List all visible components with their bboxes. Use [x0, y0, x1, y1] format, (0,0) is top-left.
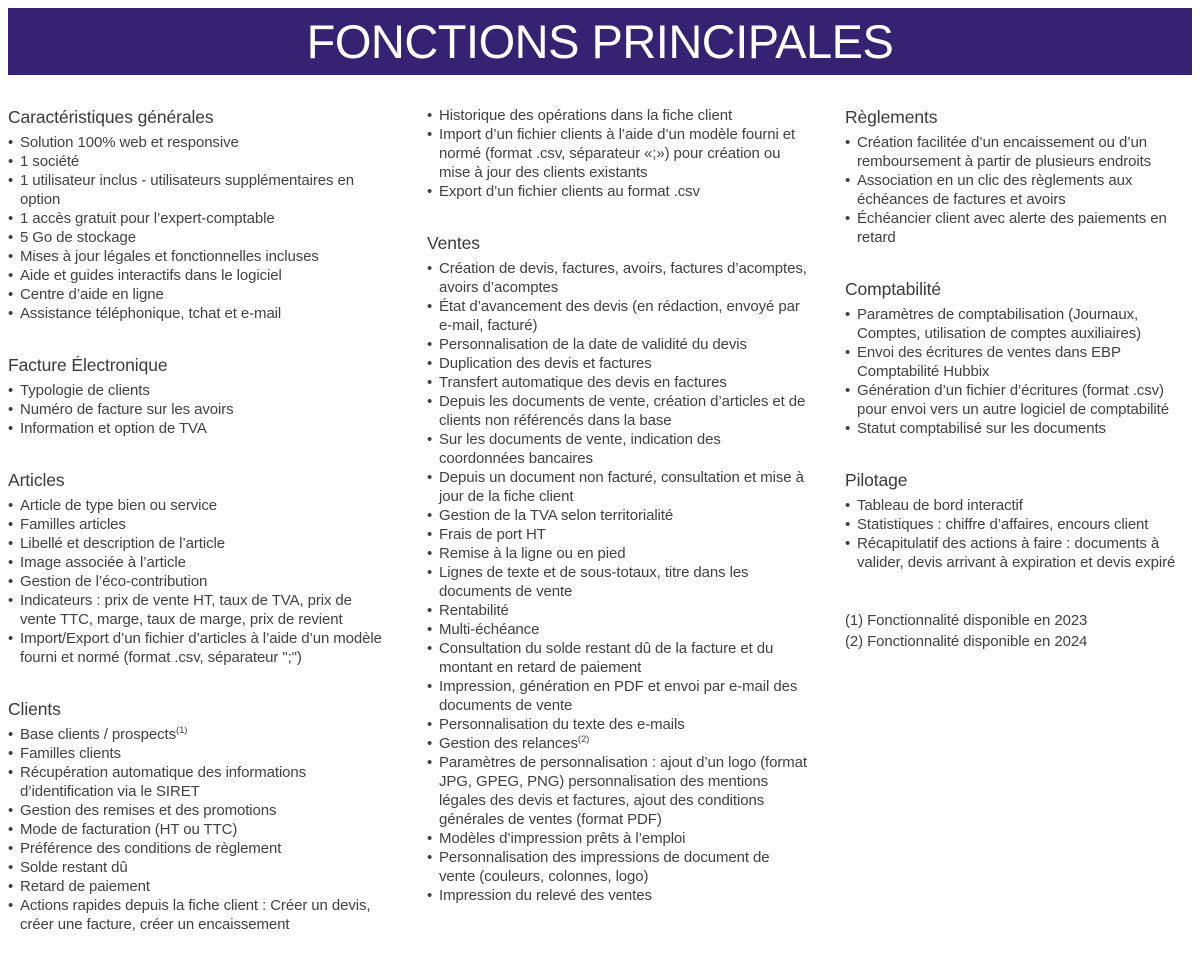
list-item: • Actions rapides depuis la fiche client : Créer un devis, créer une facture, créer un encaissement — [8, 896, 384, 934]
list-item: • Personnalisation des impressions de document de vente (couleurs, colonnes, logo) — [427, 848, 809, 886]
list-item: • Remise à la ligne ou en pied — [427, 544, 809, 563]
list-item: • Assistance téléphonique, tchat et e-mail — [8, 304, 384, 323]
list-item: • Aide et guides interactifs dans le logiciel — [8, 266, 384, 285]
section-heading: Clients — [8, 699, 61, 719]
list-item: • Numéro de facture sur les avoirs — [8, 400, 384, 419]
list-item: • Impression du relevé des ventes — [427, 886, 809, 905]
section-caracteristiques-generales — [8, 106, 384, 323]
list-item: • Statistiques : chiffre d’affaires, encours client — [845, 515, 1197, 534]
feature-list — [8, 133, 384, 323]
section-heading: Articles — [8, 470, 65, 490]
section-facture-electronique — [8, 354, 384, 438]
list-item: • Récapitulatif des actions à faire : documents à valider, devis arrivant à expiration et devis expiré — [845, 534, 1197, 572]
list-item: • Frais de port HT — [427, 525, 809, 544]
list-item: • Envoi des écritures de ventes dans EBP Comptabilité Hubbix — [845, 343, 1197, 381]
list-item: • Familles articles — [8, 515, 384, 534]
list-item: • Depuis les documents de vente, création d’articles et de clients non référencés dans la base — [427, 392, 809, 430]
footnote: (2) Fonctionnalité disponible en 2024 — [845, 633, 1088, 650]
list-item: • Gestion de l’éco-contribution — [8, 572, 384, 591]
list-item: • Solution 100% web et responsive — [8, 133, 384, 152]
list-item: • Information et option de TVA — [8, 419, 384, 438]
list-item: • 1 accès gratuit pour l’expert-comptable — [8, 209, 384, 228]
footnote-ref: (1) — [176, 725, 188, 736]
list-item: • Base clients / prospects$^{(1)}$ — [8, 725, 384, 744]
list-item: • Personnalisation du texte des e-mails — [427, 715, 809, 734]
list-item: • Gestion des relances$^{(2)}$ — [427, 734, 809, 753]
list-item: • Libellé et description de l’article — [8, 534, 384, 553]
list-item: • Échéancier client avec alerte des paiements en retard — [845, 209, 1197, 247]
list-item: • Gestion de la TVA selon territorialité — [427, 506, 809, 525]
feature-list — [845, 496, 1197, 572]
column-3 — [845, 106, 1197, 652]
list-item: • Génération d’un fichier d’écritures (format .csv) pour envoi vers un autre logiciel de comptabilité — [845, 381, 1197, 419]
section-heading: Caractéristiques générales — [8, 107, 214, 127]
section-heading: Facture Électronique — [8, 355, 168, 375]
list-item: • Lignes de texte et de sous-totaux, titre dans les documents de vente — [427, 563, 809, 601]
feature-list — [427, 106, 809, 201]
banner — [8, 8, 1192, 75]
list-item: • Association en un clic des règlements aux échéances de factures et avoirs — [845, 171, 1197, 209]
list-item: • Mode de facturation (HT ou TTC) — [8, 820, 384, 839]
page-title: FONCTIONS PRINCIPALES — [306, 15, 894, 68]
section-comptabilite — [845, 278, 1197, 438]
list-item: • Consultation du solde restant dû de la facture et du montant en retard de paiement — [427, 639, 809, 677]
list-item: • État d’avancement des devis (en rédaction, envoyé par e-mail, facturé) — [427, 297, 809, 335]
footnotes — [845, 610, 1197, 652]
feature-list — [8, 725, 384, 934]
list-item: • Familles clients — [8, 744, 384, 763]
list-item: • Retard de paiement — [8, 877, 384, 896]
section-heading: Comptabilité — [845, 279, 942, 299]
list-item: • Historique des opérations dans la fiche client — [427, 106, 809, 125]
list-item: • Centre d’aide en ligne — [8, 285, 384, 304]
section-clients-suite — [427, 106, 809, 201]
feature-list — [427, 259, 809, 905]
feature-list — [845, 305, 1197, 438]
list-item: • 5 Go de stockage — [8, 228, 384, 247]
list-item: • Duplication des devis et factures — [427, 354, 809, 373]
list-item: • Préférence des conditions de règlement — [8, 839, 384, 858]
list-item: • Personnalisation de la date de validité du devis — [427, 335, 809, 354]
list-item: • Statut comptabilisé sur les documents — [845, 419, 1197, 438]
column-2 — [427, 106, 809, 905]
list-item: • Modèles d’impression prêts à l’emploi — [427, 829, 809, 848]
feature-list — [8, 496, 384, 667]
section-heading: Règlements — [845, 107, 938, 127]
section-pilotage — [845, 469, 1197, 572]
section-articles — [8, 469, 384, 667]
list-item: • Typologie de clients — [8, 381, 384, 400]
list-item: • Tableau de bord interactif — [845, 496, 1197, 515]
list-item: • Récupération automatique des informations d’identification via le SIRET — [8, 763, 384, 801]
list-item: • 1 utilisateur inclus - utilisateurs supplémentaires en option — [8, 171, 384, 209]
list-item: • Export d’un fichier clients au format .csv — [427, 182, 809, 201]
list-item: • Solde restant dû — [8, 858, 384, 877]
section-heading: Ventes — [427, 233, 480, 253]
footnote: (1) Fonctionnalité disponible en 2023 — [845, 612, 1088, 629]
list-item: • Depuis un document non facturé, consultation et mise à jour de la fiche client — [427, 468, 809, 506]
list-item: • Multi-échéance — [427, 620, 809, 639]
list-item: • Article de type bien ou service — [8, 496, 384, 515]
column-1 — [8, 106, 384, 934]
list-item: • Gestion des remises et des promotions — [8, 801, 384, 820]
list-item: • Transfert automatique des devis en factures — [427, 373, 809, 392]
list-item: • 1 société — [8, 152, 384, 171]
section-reglements — [845, 106, 1197, 247]
list-item: • Indicateurs : prix de vente HT, taux de TVA, prix de vente TTC, marge, taux de marge, prix de revient — [8, 591, 384, 629]
footnote-ref: (2) — [577, 734, 590, 745]
list-item: • Rentabilité — [427, 601, 809, 620]
list-item: • Sur les documents de vente, indication des coordonnées bancaires — [427, 430, 809, 468]
section-heading: Pilotage — [845, 470, 908, 490]
list-item: • Paramètres de personnalisation : ajout d’un logo (format JPG, GPEG, PNG) personnalisation des mentions légales des devis et factures, ajout des conditions générales de ventes (format PDF) — [427, 753, 809, 829]
list-item: • Création de devis, factures, avoirs, factures d’acomptes, avoirs d’acomptes — [427, 259, 809, 297]
list-item: • Paramètres de comptabilisation (Journaux, Comptes, utilisation de comptes auxiliaires) — [845, 305, 1197, 343]
list-item: • Impression, génération en PDF et envoi par e-mail des documents de vente — [427, 677, 809, 715]
feature-list — [8, 381, 384, 438]
list-item: • Création facilitée d’un encaissement ou d’un remboursement à partir de plusieurs endroits — [845, 133, 1197, 171]
list-item: • Import d’un fichier clients à l’aide d’un modèle fourni et normé (format .csv, séparateur «;») pour création ou mise à jour des clients existants — [427, 125, 809, 182]
section-ventes — [427, 232, 809, 905]
section-clients — [8, 698, 384, 934]
list-item: • Import/Export d’un fichier d’articles à l’aide d’un modèle fourni et normé (format .csv, séparateur ";") — [8, 629, 384, 667]
list-item: • Image associée à l’article — [8, 553, 384, 572]
feature-list — [845, 133, 1197, 247]
list-item: • Mises à jour légales et fonctionnelles incluses — [8, 247, 384, 266]
